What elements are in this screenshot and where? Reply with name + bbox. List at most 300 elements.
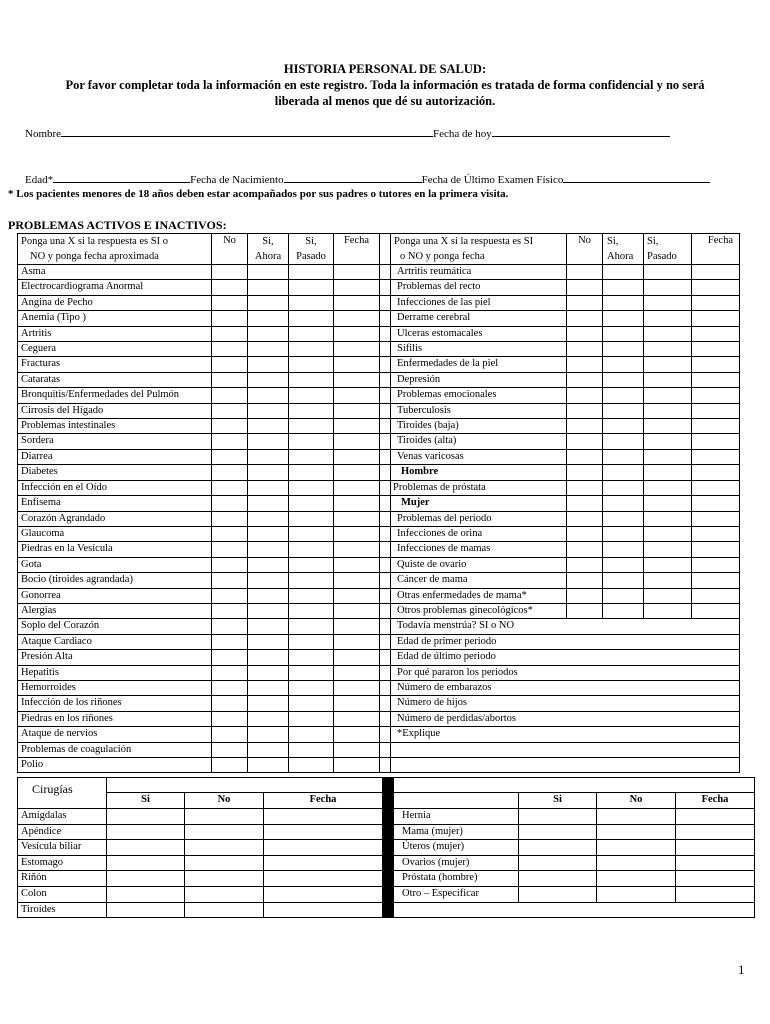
answer-si-pasado-cell[interactable] bbox=[289, 526, 334, 541]
surgery-si-cell[interactable] bbox=[107, 855, 185, 871]
answer-si-ahora-cell[interactable] bbox=[603, 434, 644, 449]
date-cell[interactable] bbox=[692, 311, 740, 326]
surgery-date-cell[interactable] bbox=[264, 824, 383, 840]
answer-si-pasado-cell[interactable] bbox=[289, 265, 334, 280]
date-cell[interactable] bbox=[334, 480, 380, 495]
surgery-date-cell[interactable] bbox=[264, 809, 383, 825]
col-fecha-right bbox=[692, 234, 740, 265]
problem-label-right[interactable]: Edad de primer periodo bbox=[391, 634, 740, 649]
answer-si-pasado-cell[interactable] bbox=[289, 449, 334, 464]
answer-si-pasado-cell[interactable] bbox=[644, 449, 692, 464]
answer-si-ahora-cell[interactable] bbox=[248, 357, 289, 372]
answer-si-pasado-cell[interactable] bbox=[644, 357, 692, 372]
date-cell[interactable] bbox=[692, 526, 740, 541]
problem-label: Ceguera bbox=[18, 342, 212, 357]
answer-si-ahora-cell[interactable] bbox=[603, 311, 644, 326]
surgery-si-cell[interactable] bbox=[107, 824, 185, 840]
date-cell[interactable] bbox=[692, 357, 740, 372]
date-cell[interactable] bbox=[692, 434, 740, 449]
date-cell[interactable] bbox=[334, 680, 380, 695]
answer-no-cell[interactable] bbox=[567, 342, 603, 357]
answer-no-cell[interactable] bbox=[567, 588, 603, 603]
answer-si-ahora-cell[interactable] bbox=[248, 419, 289, 434]
problem-label-right[interactable]: Número de hijos bbox=[391, 696, 740, 711]
answer-si-pasado-cell[interactable] bbox=[644, 542, 692, 557]
answer-si-ahora-cell[interactable] bbox=[248, 742, 289, 757]
answer-no-cell[interactable] bbox=[567, 372, 603, 387]
answer-si-pasado-cell[interactable] bbox=[289, 619, 334, 634]
answer-no-cell[interactable] bbox=[212, 326, 248, 341]
answer-si-ahora-cell[interactable] bbox=[603, 465, 644, 480]
surgery-no-cell[interactable] bbox=[597, 855, 676, 871]
answer-si-pasado-cell[interactable] bbox=[644, 311, 692, 326]
problem-label: Gota bbox=[18, 557, 212, 572]
date-today-field[interactable] bbox=[492, 126, 670, 137]
answer-si-pasado-cell[interactable] bbox=[644, 526, 692, 541]
answer-si-ahora-cell[interactable] bbox=[248, 311, 289, 326]
answer-no-cell[interactable] bbox=[212, 449, 248, 464]
date-cell[interactable] bbox=[334, 511, 380, 526]
answer-no-cell[interactable] bbox=[212, 526, 248, 541]
date-cell[interactable] bbox=[334, 403, 380, 418]
surgery-no-cell[interactable] bbox=[597, 886, 676, 902]
date-cell[interactable] bbox=[334, 311, 380, 326]
answer-si-ahora-cell[interactable] bbox=[248, 696, 289, 711]
date-cell[interactable] bbox=[692, 480, 740, 495]
answer-si-ahora-cell[interactable] bbox=[603, 342, 644, 357]
date-cell[interactable] bbox=[334, 665, 380, 680]
date-cell[interactable] bbox=[692, 326, 740, 341]
answer-si-pasado-cell[interactable] bbox=[289, 634, 334, 649]
answer-no-cell[interactable] bbox=[567, 403, 603, 418]
surgery-si-cell[interactable] bbox=[107, 902, 185, 918]
surgeries-top-blank bbox=[107, 778, 383, 793]
answer-si-pasado-cell[interactable] bbox=[644, 603, 692, 618]
surgery-si-cell[interactable] bbox=[107, 871, 185, 887]
answer-si-pasado-cell[interactable] bbox=[644, 265, 692, 280]
answer-no-cell[interactable] bbox=[212, 557, 248, 572]
answer-si-ahora-cell[interactable] bbox=[248, 573, 289, 588]
date-cell[interactable] bbox=[334, 650, 380, 665]
answer-si-pasado-cell[interactable] bbox=[644, 588, 692, 603]
answer-si-pasado-cell[interactable] bbox=[289, 419, 334, 434]
date-cell[interactable] bbox=[334, 295, 380, 310]
answer-si-ahora-cell[interactable] bbox=[248, 603, 289, 618]
answer-no-cell[interactable] bbox=[567, 311, 603, 326]
date-cell[interactable] bbox=[334, 619, 380, 634]
answer-no-cell[interactable] bbox=[212, 665, 248, 680]
surgery-no-cell[interactable] bbox=[185, 840, 264, 856]
answer-si-pasado-cell[interactable] bbox=[644, 480, 692, 495]
date-cell[interactable] bbox=[334, 696, 380, 711]
answer-si-pasado-cell[interactable] bbox=[289, 280, 334, 295]
surgery-si-cell[interactable] bbox=[107, 809, 185, 825]
answer-si-ahora-cell[interactable] bbox=[248, 496, 289, 511]
surgery-date-cell[interactable] bbox=[676, 824, 755, 840]
answer-si-pasado-cell[interactable] bbox=[289, 588, 334, 603]
answer-si-pasado-cell[interactable] bbox=[644, 496, 692, 511]
answer-si-ahora-cell[interactable] bbox=[248, 511, 289, 526]
answer-no-cell[interactable] bbox=[212, 634, 248, 649]
date-cell[interactable] bbox=[334, 727, 380, 742]
answer-si-pasado-cell[interactable] bbox=[644, 372, 692, 387]
answer-no-cell[interactable] bbox=[212, 357, 248, 372]
answer-si-pasado-cell[interactable] bbox=[289, 480, 334, 495]
date-cell[interactable] bbox=[334, 434, 380, 449]
surgery-no-cell[interactable] bbox=[185, 824, 264, 840]
answer-no-cell[interactable] bbox=[567, 496, 603, 511]
answer-no-cell[interactable] bbox=[212, 372, 248, 387]
problem-label-right[interactable]: Todavía menstrúa? SI o NO bbox=[391, 619, 740, 634]
date-cell[interactable] bbox=[334, 542, 380, 557]
answer-si-pasado-cell[interactable] bbox=[644, 342, 692, 357]
answer-si-pasado-cell[interactable] bbox=[289, 326, 334, 341]
answer-no-cell[interactable] bbox=[212, 280, 248, 295]
date-cell[interactable] bbox=[334, 326, 380, 341]
surgery-date-cell[interactable] bbox=[264, 855, 383, 871]
answer-si-ahora-cell[interactable] bbox=[248, 480, 289, 495]
date-cell[interactable] bbox=[334, 573, 380, 588]
answer-si-pasado-cell[interactable] bbox=[644, 511, 692, 526]
answer-no-cell[interactable] bbox=[212, 388, 248, 403]
col-no-label: No bbox=[223, 235, 236, 246]
answer-si-ahora-cell[interactable] bbox=[248, 449, 289, 464]
answer-si-ahora-cell[interactable] bbox=[248, 557, 289, 572]
surgery-label-right: Hernia bbox=[394, 809, 519, 825]
surgery-si-cell[interactable] bbox=[519, 824, 597, 840]
problem-label-right[interactable] bbox=[391, 758, 740, 773]
answer-no-cell[interactable] bbox=[567, 603, 603, 618]
answer-si-ahora-cell[interactable] bbox=[603, 280, 644, 295]
answer-si-pasado-cell[interactable] bbox=[289, 665, 334, 680]
age-row bbox=[25, 172, 710, 186]
date-cell[interactable] bbox=[692, 403, 740, 418]
answer-no-cell[interactable] bbox=[567, 526, 603, 541]
date-cell[interactable] bbox=[692, 372, 740, 387]
answer-no-cell[interactable] bbox=[212, 480, 248, 495]
answer-si-pasado-cell[interactable] bbox=[289, 295, 334, 310]
date-cell[interactable] bbox=[334, 758, 380, 773]
answer-no-cell[interactable] bbox=[212, 311, 248, 326]
answer-si-ahora-cell[interactable] bbox=[248, 634, 289, 649]
date-cell[interactable] bbox=[692, 496, 740, 511]
answer-si-ahora-cell[interactable] bbox=[248, 727, 289, 742]
date-cell[interactable] bbox=[334, 634, 380, 649]
answer-si-pasado-cell[interactable] bbox=[289, 742, 334, 757]
surg-col-si-label: Si bbox=[141, 794, 150, 806]
answer-si-ahora-cell[interactable] bbox=[603, 265, 644, 280]
answer-no-cell[interactable] bbox=[212, 434, 248, 449]
answer-si-pasado-cell[interactable] bbox=[289, 496, 334, 511]
answer-si-ahora-cell[interactable] bbox=[603, 603, 644, 618]
answer-si-pasado-cell[interactable] bbox=[644, 465, 692, 480]
answer-si-ahora-cell[interactable] bbox=[603, 372, 644, 387]
answer-no-cell[interactable] bbox=[212, 711, 248, 726]
answer-si-pasado-cell[interactable] bbox=[644, 557, 692, 572]
answer-no-cell[interactable] bbox=[567, 465, 603, 480]
answer-no-cell[interactable] bbox=[212, 742, 248, 757]
answer-si-pasado-cell[interactable] bbox=[289, 650, 334, 665]
answer-si-ahora-cell[interactable] bbox=[603, 557, 644, 572]
date-cell[interactable] bbox=[334, 342, 380, 357]
date-cell[interactable] bbox=[334, 711, 380, 726]
answer-no-cell[interactable] bbox=[567, 511, 603, 526]
surgery-no-cell[interactable] bbox=[597, 840, 676, 856]
answer-si-pasado-cell[interactable] bbox=[289, 403, 334, 418]
surgery-no-cell[interactable] bbox=[597, 809, 676, 825]
answer-no-cell[interactable] bbox=[567, 449, 603, 464]
date-cell[interactable] bbox=[692, 542, 740, 557]
answer-si-ahora-cell[interactable] bbox=[603, 573, 644, 588]
date-cell[interactable] bbox=[334, 465, 380, 480]
problem-row bbox=[18, 680, 740, 695]
answer-no-cell[interactable] bbox=[212, 403, 248, 418]
answer-si-ahora-cell[interactable] bbox=[248, 465, 289, 480]
date-cell[interactable] bbox=[334, 357, 380, 372]
answer-no-cell[interactable] bbox=[567, 295, 603, 310]
answer-si-ahora-cell[interactable] bbox=[248, 388, 289, 403]
answer-si-ahora-cell[interactable] bbox=[248, 403, 289, 418]
left-instructions bbox=[18, 234, 212, 265]
answer-si-ahora-cell[interactable] bbox=[603, 496, 644, 511]
answer-si-pasado-cell[interactable] bbox=[289, 357, 334, 372]
answer-no-cell[interactable] bbox=[212, 496, 248, 511]
date-cell[interactable] bbox=[334, 526, 380, 541]
surgery-si-cell[interactable] bbox=[107, 840, 185, 856]
answer-si-ahora-cell[interactable] bbox=[603, 295, 644, 310]
col-pasado-label: Pasado bbox=[647, 251, 677, 262]
surgeries-title-row bbox=[18, 778, 755, 793]
answer-no-cell[interactable] bbox=[567, 280, 603, 295]
problem-label-right[interactable] bbox=[391, 742, 740, 757]
problem-label: Soplo del Corazón bbox=[18, 619, 212, 634]
answer-no-cell[interactable] bbox=[212, 603, 248, 618]
date-cell[interactable] bbox=[334, 419, 380, 434]
date-cell[interactable] bbox=[692, 465, 740, 480]
form-subtitle-line2: liberada al menos que dé su autorización. bbox=[274, 94, 496, 108]
answer-si-ahora-cell[interactable] bbox=[248, 280, 289, 295]
surgery-si-cell[interactable] bbox=[519, 871, 597, 887]
answer-no-cell[interactable] bbox=[567, 357, 603, 372]
surgery-no-cell[interactable] bbox=[185, 886, 264, 902]
surgery-date-cell[interactable] bbox=[264, 840, 383, 856]
surgery-date-cell[interactable] bbox=[676, 840, 755, 856]
date-cell[interactable] bbox=[334, 265, 380, 280]
surgery-no-cell[interactable] bbox=[185, 902, 264, 918]
answer-si-pasado-cell[interactable] bbox=[289, 727, 334, 742]
date-cell[interactable] bbox=[334, 588, 380, 603]
answer-si-ahora-cell[interactable] bbox=[603, 588, 644, 603]
answer-no-cell[interactable] bbox=[212, 295, 248, 310]
answer-si-pasado-cell[interactable] bbox=[289, 311, 334, 326]
answer-no-cell[interactable] bbox=[212, 342, 248, 357]
answer-si-ahora-cell[interactable] bbox=[248, 665, 289, 680]
answer-si-pasado-cell[interactable] bbox=[289, 342, 334, 357]
answer-si-ahora-cell[interactable] bbox=[248, 526, 289, 541]
separator-cell bbox=[380, 434, 391, 449]
answer-no-cell[interactable] bbox=[212, 619, 248, 634]
answer-si-pasado-cell[interactable] bbox=[644, 326, 692, 341]
surgery-label-right[interactable] bbox=[394, 902, 755, 918]
date-cell[interactable] bbox=[692, 511, 740, 526]
surgery-si-cell[interactable] bbox=[519, 809, 597, 825]
date-cell[interactable] bbox=[692, 419, 740, 434]
answer-no-cell[interactable] bbox=[212, 696, 248, 711]
answer-no-cell[interactable] bbox=[212, 573, 248, 588]
date-cell[interactable] bbox=[334, 496, 380, 511]
date-cell[interactable] bbox=[692, 342, 740, 357]
answer-si-ahora-cell[interactable] bbox=[248, 758, 289, 773]
answer-si-ahora-cell[interactable] bbox=[248, 711, 289, 726]
surgery-date-cell[interactable] bbox=[676, 855, 755, 871]
col-si-label: Si, bbox=[607, 236, 619, 247]
answer-si-ahora-cell[interactable] bbox=[603, 388, 644, 403]
answer-si-pasado-cell[interactable] bbox=[289, 680, 334, 695]
answer-si-ahora-cell[interactable] bbox=[248, 326, 289, 341]
date-cell[interactable] bbox=[692, 573, 740, 588]
surgery-no-cell[interactable] bbox=[597, 824, 676, 840]
birthdate-field[interactable] bbox=[284, 172, 422, 183]
problem-label-right[interactable]: Por qué pararon los periodos bbox=[391, 665, 740, 680]
answer-si-ahora-cell[interactable] bbox=[603, 526, 644, 541]
date-cell[interactable] bbox=[334, 372, 380, 387]
date-cell[interactable] bbox=[334, 603, 380, 618]
answer-si-pasado-cell[interactable] bbox=[289, 758, 334, 773]
date-cell[interactable] bbox=[334, 557, 380, 572]
answer-si-pasado-cell[interactable] bbox=[289, 603, 334, 618]
answer-no-cell[interactable] bbox=[212, 511, 248, 526]
date-cell[interactable] bbox=[692, 603, 740, 618]
answer-no-cell[interactable] bbox=[212, 542, 248, 557]
answer-si-pasado-cell[interactable] bbox=[289, 388, 334, 403]
answer-si-ahora-cell[interactable] bbox=[603, 419, 644, 434]
answer-si-ahora-cell[interactable] bbox=[248, 588, 289, 603]
answer-si-pasado-cell[interactable] bbox=[289, 573, 334, 588]
surgery-date-cell[interactable] bbox=[264, 902, 383, 918]
answer-si-ahora-cell[interactable] bbox=[603, 403, 644, 418]
answer-si-pasado-cell[interactable] bbox=[289, 511, 334, 526]
problem-label-right[interactable]: Número de perdidas/abortos bbox=[391, 711, 740, 726]
answer-si-ahora-cell[interactable] bbox=[603, 357, 644, 372]
date-cell[interactable] bbox=[692, 295, 740, 310]
surgery-date-cell[interactable] bbox=[676, 886, 755, 902]
answer-si-pasado-cell[interactable] bbox=[289, 696, 334, 711]
surgery-si-cell[interactable] bbox=[519, 886, 597, 902]
answer-si-pasado-cell[interactable] bbox=[289, 372, 334, 387]
surgery-no-cell[interactable] bbox=[597, 871, 676, 887]
surgery-no-cell[interactable] bbox=[185, 855, 264, 871]
date-cell[interactable] bbox=[334, 449, 380, 464]
problem-label-right[interactable]: Número de embarazos bbox=[391, 680, 740, 695]
separator-cell bbox=[380, 480, 391, 495]
date-cell[interactable] bbox=[692, 449, 740, 464]
answer-no-cell[interactable] bbox=[567, 480, 603, 495]
answer-si-pasado-cell[interactable] bbox=[644, 388, 692, 403]
answer-no-cell[interactable] bbox=[567, 557, 603, 572]
answer-si-pasado-cell[interactable] bbox=[289, 542, 334, 557]
date-cell[interactable] bbox=[692, 388, 740, 403]
date-cell[interactable] bbox=[692, 557, 740, 572]
answer-si-ahora-cell[interactable] bbox=[603, 449, 644, 464]
name-field[interactable] bbox=[61, 126, 433, 137]
surgery-si-cell[interactable] bbox=[107, 886, 185, 902]
answer-si-ahora-cell[interactable] bbox=[603, 542, 644, 557]
answer-no-cell[interactable] bbox=[567, 419, 603, 434]
problem-label-right[interactable]: Edad de último periodo bbox=[391, 650, 740, 665]
answer-si-ahora-cell[interactable] bbox=[603, 511, 644, 526]
answer-si-pasado-cell[interactable] bbox=[644, 434, 692, 449]
answer-no-cell[interactable] bbox=[567, 434, 603, 449]
date-cell[interactable] bbox=[334, 280, 380, 295]
answer-si-ahora-cell[interactable] bbox=[248, 342, 289, 357]
answer-si-pasado-cell[interactable] bbox=[289, 434, 334, 449]
answer-no-cell[interactable] bbox=[567, 326, 603, 341]
answer-si-ahora-cell[interactable] bbox=[248, 265, 289, 280]
surgery-date-cell[interactable] bbox=[264, 871, 383, 887]
answer-si-ahora-cell[interactable] bbox=[248, 680, 289, 695]
answer-si-ahora-cell[interactable] bbox=[603, 326, 644, 341]
date-cell[interactable] bbox=[334, 388, 380, 403]
answer-no-cell[interactable] bbox=[212, 265, 248, 280]
problem-label-right[interactable]: *Explique bbox=[391, 727, 740, 742]
answer-no-cell[interactable] bbox=[567, 542, 603, 557]
surgery-date-cell[interactable] bbox=[676, 871, 755, 887]
answer-si-pasado-cell[interactable] bbox=[644, 403, 692, 418]
answer-si-ahora-cell[interactable] bbox=[248, 434, 289, 449]
date-cell[interactable] bbox=[692, 588, 740, 603]
answer-no-cell[interactable] bbox=[567, 388, 603, 403]
answer-si-pasado-cell[interactable] bbox=[289, 711, 334, 726]
surgery-si-cell[interactable] bbox=[519, 855, 597, 871]
answer-no-cell[interactable] bbox=[212, 650, 248, 665]
answer-si-ahora-cell[interactable] bbox=[603, 480, 644, 495]
date-cell[interactable] bbox=[334, 742, 380, 757]
age-field[interactable] bbox=[53, 172, 190, 183]
surgery-si-cell[interactable] bbox=[519, 840, 597, 856]
surgery-date-cell[interactable] bbox=[676, 809, 755, 825]
date-cell[interactable] bbox=[692, 265, 740, 280]
answer-no-cell[interactable] bbox=[212, 588, 248, 603]
answer-no-cell[interactable] bbox=[212, 758, 248, 773]
last-exam-field[interactable] bbox=[563, 172, 710, 183]
answer-si-pasado-cell[interactable] bbox=[289, 557, 334, 572]
col-fecha bbox=[334, 234, 380, 265]
answer-si-pasado-cell[interactable] bbox=[644, 295, 692, 310]
answer-si-pasado-cell[interactable] bbox=[644, 573, 692, 588]
surgery-no-cell[interactable] bbox=[185, 809, 264, 825]
answer-no-cell[interactable] bbox=[567, 573, 603, 588]
answer-si-pasado-cell[interactable] bbox=[644, 280, 692, 295]
surgery-no-cell[interactable] bbox=[185, 871, 264, 887]
answer-si-pasado-cell[interactable] bbox=[289, 465, 334, 480]
date-cell[interactable] bbox=[692, 280, 740, 295]
answer-no-cell[interactable] bbox=[567, 265, 603, 280]
surgery-date-cell[interactable] bbox=[264, 886, 383, 902]
answer-si-ahora-cell[interactable] bbox=[248, 295, 289, 310]
answer-no-cell[interactable] bbox=[212, 680, 248, 695]
answer-si-ahora-cell[interactable] bbox=[248, 619, 289, 634]
answer-si-pasado-cell[interactable] bbox=[644, 419, 692, 434]
answer-no-cell[interactable] bbox=[212, 419, 248, 434]
answer-no-cell[interactable] bbox=[212, 465, 248, 480]
answer-no-cell[interactable] bbox=[212, 727, 248, 742]
col-si-label: Si, bbox=[262, 236, 274, 247]
answer-si-ahora-cell[interactable] bbox=[248, 372, 289, 387]
problem-row bbox=[18, 265, 740, 280]
answer-si-ahora-cell[interactable] bbox=[248, 542, 289, 557]
answer-si-ahora-cell[interactable] bbox=[248, 650, 289, 665]
separator-cell bbox=[380, 280, 391, 295]
